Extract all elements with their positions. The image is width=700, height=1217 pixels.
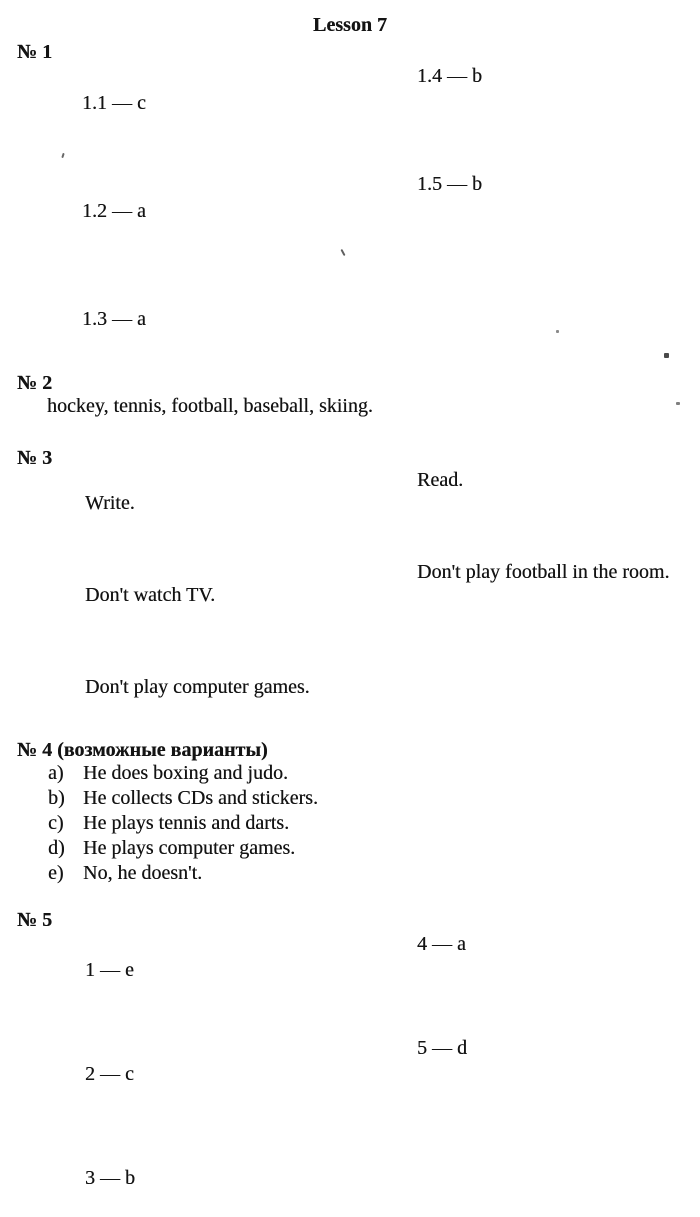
- answer-right: Don't play football in the room.: [417, 561, 670, 583]
- section-1: [0, 41, 700, 360]
- item-text: He plays computer games.: [83, 837, 296, 859]
- section-5: [0, 909, 700, 1217]
- section-4: [0, 739, 700, 886]
- answer-pair-row: [0, 653, 700, 722]
- scan-speck: [556, 330, 559, 333]
- section-1-heading: № 1: [17, 41, 53, 63]
- section-5-heading: № 5: [17, 909, 53, 931]
- lettered-item: [48, 786, 700, 811]
- section-3: [0, 447, 700, 722]
- answer-right: 1.5 — b: [417, 173, 482, 195]
- answer-pair-row: [0, 931, 700, 1035]
- section-2-heading: № 2: [17, 372, 53, 394]
- item-letter: a): [48, 762, 64, 784]
- scan-speck: [676, 402, 680, 405]
- answer-pair-row: [0, 1139, 700, 1217]
- answer-left: 1.3 — a: [82, 308, 146, 330]
- answer-left: 1 — e: [85, 959, 134, 981]
- answer-pair-row: [0, 1035, 700, 1139]
- lettered-item: [48, 761, 700, 786]
- answer-pair-row: [0, 469, 700, 561]
- lettered-item: [48, 811, 700, 836]
- answer-left: Write.: [85, 492, 135, 514]
- answer-pair-row: [0, 561, 700, 653]
- answer-pair-row: [0, 279, 700, 360]
- scan-speck: [664, 353, 669, 358]
- page-title: Lesson 7: [313, 14, 387, 36]
- answer-right: 5 — d: [417, 1037, 467, 1059]
- answer-left: Don't play computer games.: [85, 676, 310, 698]
- item-text: No, he doesn't.: [83, 862, 203, 884]
- answer-left: 3 — b: [85, 1167, 135, 1189]
- item-letter: b): [48, 787, 65, 809]
- answer-left: Don't watch TV.: [85, 584, 216, 606]
- item-text: He plays tennis and darts.: [83, 812, 290, 834]
- section-2: [0, 372, 700, 418]
- answer-right: 1.4 — b: [417, 65, 482, 87]
- answer-right: Read.: [417, 469, 464, 491]
- answer-left: 2 — c: [85, 1063, 134, 1085]
- answer-left: 1.2 — a: [82, 200, 146, 222]
- answer-pair-row: [0, 63, 700, 171]
- section-3-heading: № 3: [17, 447, 53, 469]
- section-4-heading: № 4 (возможные варианты): [17, 739, 268, 761]
- item-letter: e): [48, 862, 64, 884]
- answer-text-line: hockey, tennis, football, baseball, skiing.: [47, 395, 373, 417]
- lettered-item: [48, 836, 700, 861]
- item-text: He does boxing and judo.: [83, 762, 288, 784]
- item-letter: d): [48, 837, 65, 859]
- answer-right: 4 — a: [417, 933, 466, 955]
- lettered-item: [48, 861, 700, 886]
- item-letter: c): [48, 812, 64, 834]
- answer-left: 1.1 — c: [82, 92, 146, 114]
- answer-pair-row: [0, 171, 700, 279]
- item-text: He collects CDs and stickers.: [83, 787, 318, 809]
